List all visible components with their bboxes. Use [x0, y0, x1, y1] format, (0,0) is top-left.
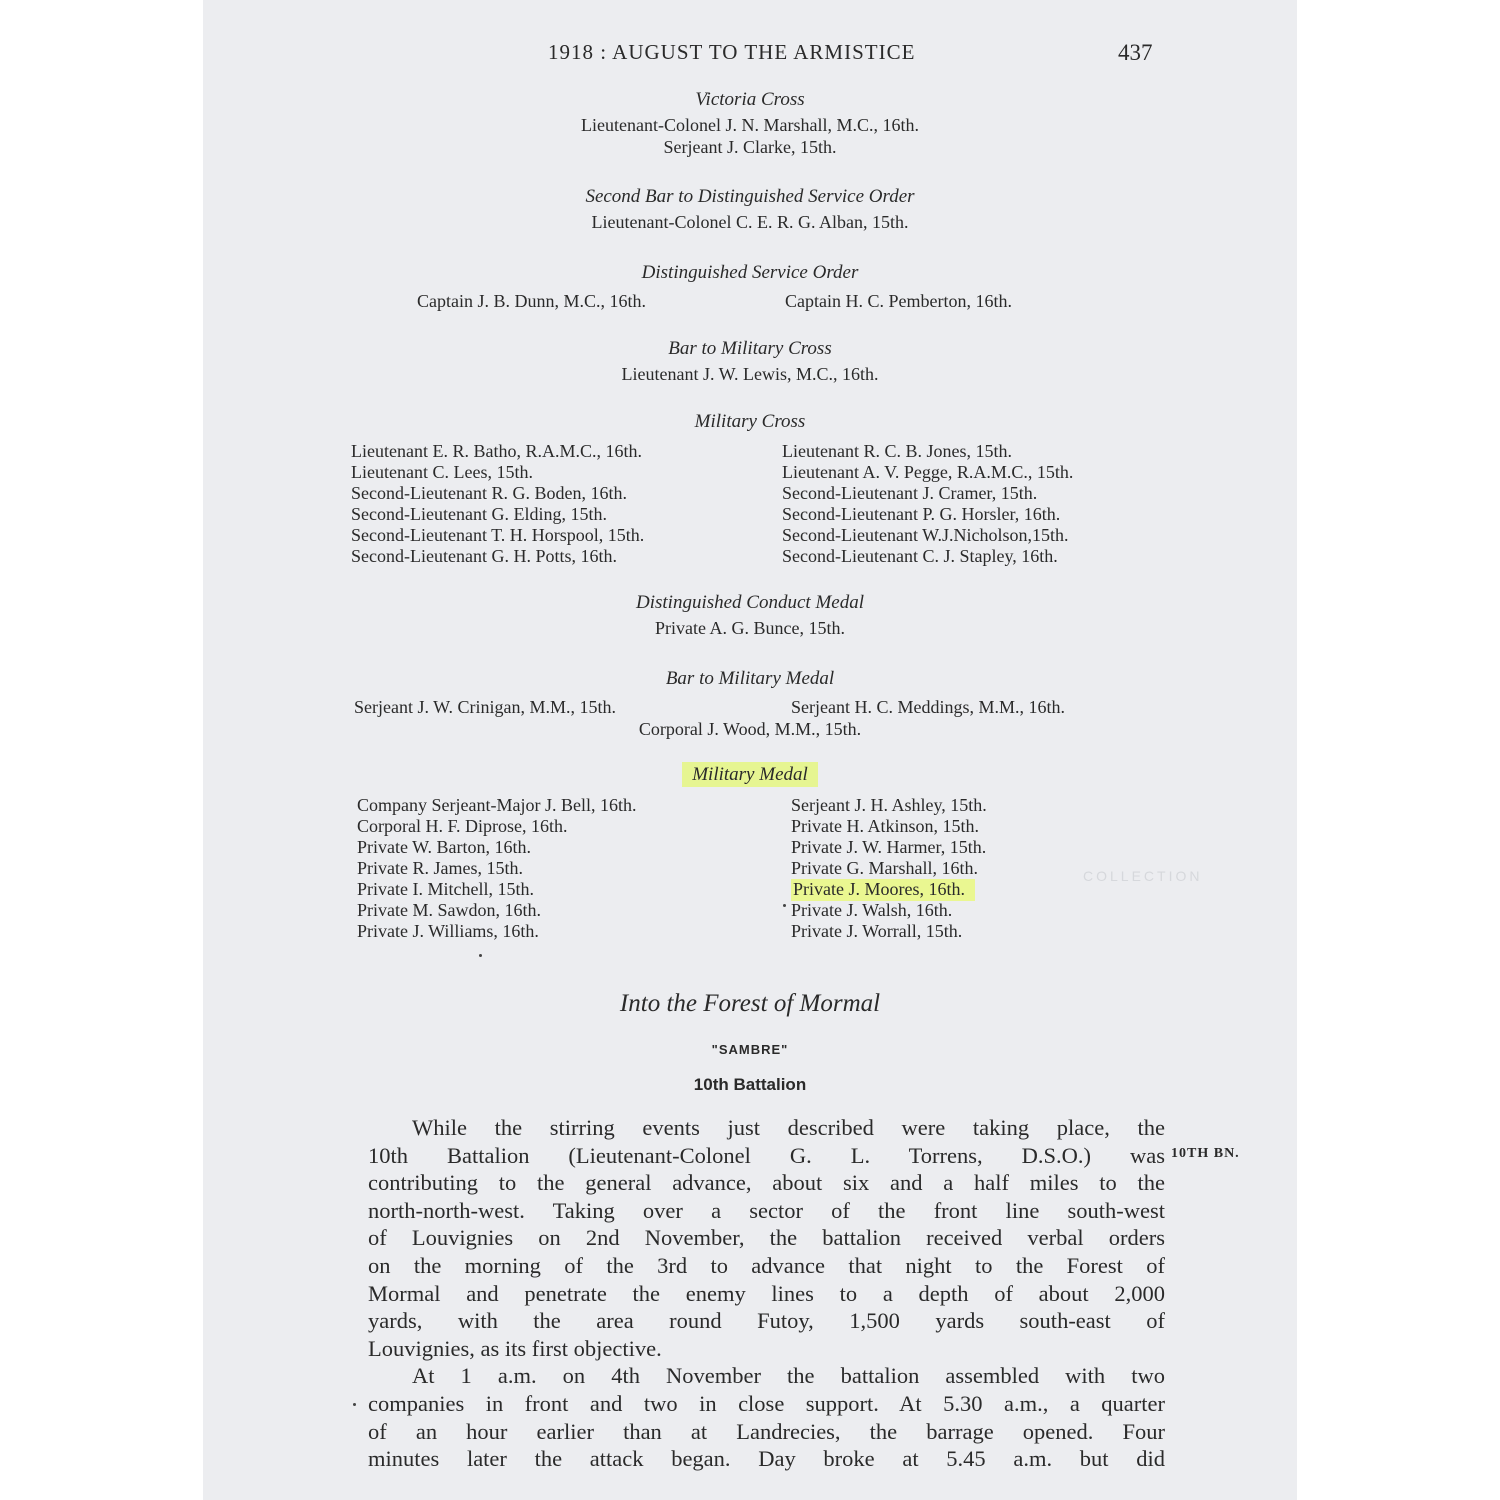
- highlighted-name: Private J. Moores, 16th.: [791, 879, 975, 901]
- chapter-subtitle: "SAMBRE": [711, 1042, 789, 1057]
- body-line: Mormal and penetrate the enemy lines to a depth of about 2,000: [368, 1280, 1165, 1306]
- award-line: Private R. James, 15th.: [357, 858, 523, 878]
- award-line: Lieutenant E. R. Batho, R.A.M.C., 16th.: [351, 441, 642, 461]
- award-line: Second-Lieutenant P. G. Horsler, 16th.: [782, 504, 1061, 524]
- award-line: Serjeant J. W. Crinigan, M.M., 15th.: [354, 697, 616, 717]
- award-line: Second-Lieutenant W.J.Nicholson,15th.: [782, 525, 1069, 545]
- award-line: Lieutenant A. V. Pegge, R.A.M.C., 15th.: [782, 462, 1074, 482]
- margin-note: 10TH BN.: [1171, 1146, 1240, 1161]
- running-title: 1918 : AUGUST TO THE ARMISTICE: [548, 40, 916, 64]
- section-bar-mc: [203, 335, 1297, 385]
- award-line-center: [203, 718, 1297, 740]
- chapter-title: Into the Forest of Mormal: [619, 990, 881, 1017]
- award-line: Serjeant J. H. Ashley, 15th.: [791, 795, 987, 815]
- award-line: Corporal J. Wood, M.M., 15th.: [638, 719, 862, 739]
- body-paragraphs: [368, 1114, 1165, 1473]
- mc-right-column: [782, 441, 1073, 567]
- section-dso: [203, 259, 1297, 287]
- award-line: Captain H. C. Pemberton, 16th.: [785, 291, 1012, 311]
- ink-speck: [353, 1403, 356, 1406]
- award-line-highlighted: [791, 879, 987, 900]
- award-line: Second-Lieutenant G. Elding, 15th.: [351, 504, 607, 524]
- body-line: of Louvignies on 2nd November, the battalion received verbal orders: [368, 1225, 1165, 1251]
- body-line: While the stirring events just described were taking place, the: [412, 1115, 1165, 1140]
- award-line: Private G. Marshall, 16th.: [791, 858, 978, 878]
- award-line: Private M. Sawdon, 16th.: [357, 900, 541, 920]
- section-title: Bar to Military Medal: [665, 668, 835, 689]
- body-line: companies in front and two in close support. At 5.30 a.m., a quarter: [368, 1390, 1165, 1416]
- document-page: [203, 0, 1297, 1500]
- award-line: Second-Lieutenant T. H. Horspool, 15th.: [351, 525, 645, 545]
- body-line: north-north-west. Taking over a sector of the front line south-west: [368, 1197, 1165, 1223]
- section-title: Distinguished Service Order: [641, 262, 859, 283]
- award-line: Lieutenant-Colonel C. E. R. G. Alban, 15th.: [591, 212, 909, 232]
- body-line: Louvignies, as its first objective.: [368, 1335, 662, 1361]
- award-line: Lieutenant J. W. Lewis, M.C., 16th.: [621, 364, 879, 384]
- award-line: Lieutenant C. Lees, 15th.: [351, 462, 533, 482]
- award-line: Lieutenant-Colonel J. N. Marshall, M.C., 16th.: [581, 115, 919, 135]
- section-title: Distinguished Conduct Medal: [636, 592, 864, 613]
- award-line: Private A. G. Bunce, 15th.: [655, 618, 845, 638]
- section-title: Victoria Cross: [695, 89, 805, 110]
- section-second-bar-dso: [203, 183, 1297, 233]
- body-line: contributing to the general advance, about six and a half miles to the: [368, 1170, 1165, 1196]
- body-line: of an hour earlier than at Landrecies, the barrage opened. Four: [368, 1418, 1165, 1444]
- award-line: Second-Lieutenant C. J. Stapley, 16th.: [782, 546, 1058, 566]
- section-military-medal: [203, 761, 1297, 789]
- award-line: Second-Lieutenant J. Cramer, 15th.: [782, 483, 1038, 503]
- battalion-heading: 10th Battalion: [693, 1075, 807, 1094]
- body-line: 10th Battalion (Lieutenant-Colonel G. L. Torrens, D.S.O.) was: [368, 1142, 1165, 1168]
- award-line: Second-Lieutenant R. G. Boden, 16th.: [351, 483, 627, 503]
- section-title: Second Bar to Distinguished Service Order: [585, 186, 915, 207]
- ink-speck: [479, 954, 482, 957]
- page-number: 437: [1118, 40, 1153, 65]
- mm-right-column: [791, 795, 987, 942]
- award-line: Private J. Walsh, 16th.: [791, 900, 953, 920]
- mm-left-column: [357, 795, 636, 942]
- mc-left-column: [351, 441, 644, 567]
- section-title-highlighted: Military Medal: [682, 762, 818, 787]
- body-line: on the morning of the 3rd to advance that night to the Forest of: [368, 1252, 1165, 1278]
- ink-speck: [783, 904, 786, 907]
- award-line: Private H. Atkinson, 15th.: [791, 816, 979, 836]
- award-line: Private J. Worrall, 15th.: [791, 921, 963, 941]
- award-line: Serjeant J. Clarke, 15th.: [663, 137, 837, 157]
- award-line: Private W. Barton, 16th.: [357, 837, 531, 857]
- award-line: Private I. Mitchell, 15th.: [357, 879, 534, 899]
- body-line: minutes later the attack began. Day broke at 5.45 a.m. but did: [368, 1446, 1165, 1472]
- section-victoria-cross: [203, 86, 1297, 158]
- section-title: Military Cross: [694, 411, 806, 432]
- section-military-cross: [203, 408, 1297, 436]
- award-line: Second-Lieutenant G. H. Potts, 16th.: [351, 546, 617, 566]
- award-line: Serjeant H. C. Meddings, M.M., 16th.: [791, 697, 1065, 717]
- award-line: Captain J. B. Dunn, M.C., 16th.: [417, 291, 647, 311]
- section-title: Bar to Military Cross: [668, 338, 832, 359]
- section-dcm: [203, 589, 1297, 639]
- body-line: At 1 a.m. on 4th November the battalion assembled with two: [412, 1363, 1165, 1389]
- award-line: Corporal H. F. Diprose, 16th.: [357, 816, 568, 836]
- award-line: Lieutenant R. C. B. Jones, 15th.: [782, 441, 1012, 461]
- award-line: Company Serjeant-Major J. Bell, 16th.: [357, 795, 637, 815]
- section-bar-mm: [203, 665, 1297, 693]
- award-line: Private J. W. Harmer, 15th.: [791, 837, 987, 857]
- faint-stamp: COLLECTION: [1083, 868, 1203, 884]
- body-line: yards, with the area round Futoy, 1,500 yards south-east of: [368, 1308, 1165, 1334]
- award-line: Private J. Williams, 16th.: [357, 921, 539, 941]
